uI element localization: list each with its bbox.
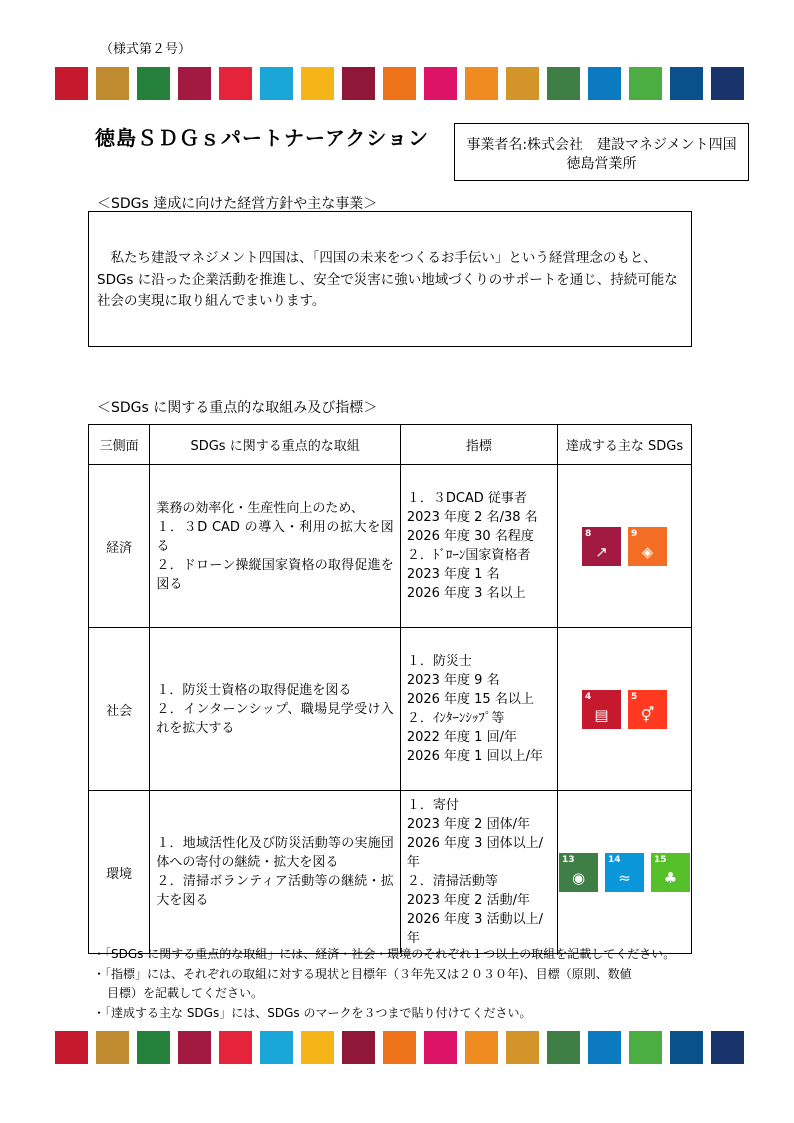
effort-line: ２．ドローン操縦国家資格の取得促進を図る bbox=[156, 557, 394, 592]
notes bbox=[93, 945, 675, 1023]
indicator-line: ２．清掃活動等 bbox=[406, 874, 498, 889]
chart-up-icon: ↗ bbox=[595, 542, 608, 561]
color-square bbox=[547, 1031, 580, 1064]
gender-icon: ⚥ bbox=[640, 705, 655, 724]
indicator-line: １．寄付 bbox=[406, 798, 459, 813]
color-square bbox=[670, 67, 703, 100]
cubes-icon: ◈ bbox=[641, 542, 654, 561]
color-square bbox=[629, 1031, 662, 1064]
indicator-line: 2023 年度 1 名 bbox=[406, 567, 500, 582]
color-square bbox=[588, 67, 621, 100]
color-square bbox=[424, 67, 457, 100]
effort-line: ２．清掃ボランティア活動等の継続・拡大を図る bbox=[156, 874, 394, 908]
indicator-line: １．３DCAD 従事者 bbox=[406, 491, 527, 506]
color-square bbox=[137, 67, 170, 100]
color-square bbox=[383, 67, 416, 100]
indicator-line: 2022 年度 1 回/年 bbox=[406, 730, 517, 745]
color-square bbox=[342, 1031, 375, 1064]
eye-globe-icon: ◉ bbox=[571, 868, 586, 887]
indicator-line: ２．ｲﾝﾀｰﾝｼｯﾌﾟ等 bbox=[406, 711, 505, 726]
effort-cell bbox=[150, 791, 400, 954]
indicator-line: 2026 年度 30 名程度 bbox=[406, 529, 534, 544]
sdg-color-bar-bottom bbox=[55, 1031, 744, 1064]
sdgs-cell bbox=[558, 628, 692, 791]
table-section-label: ＜SDGs に関する重点的な取組み及び指標＞ bbox=[97, 400, 378, 416]
color-square bbox=[506, 1031, 539, 1064]
effort-line: ２．インターンシップ、職場見学受け入れを拡大する bbox=[156, 701, 394, 736]
indicator-line: 2026 年度 3 名以上 bbox=[406, 586, 526, 601]
indicator-line: 2023 年度 2 名/38 名 bbox=[406, 510, 538, 525]
table-header-row bbox=[89, 425, 692, 465]
note-3: ・「達成する主な SDGs」には、SDGs のマークを３つまで貼り付けてください。 bbox=[93, 1005, 532, 1020]
sdg-goal-number: 13 bbox=[562, 854, 575, 865]
color-square bbox=[219, 67, 252, 100]
color-square bbox=[219, 1031, 252, 1064]
header-effort: SDGs に関する重点的な取組 bbox=[150, 425, 400, 465]
color-square bbox=[588, 1031, 621, 1064]
color-square bbox=[55, 1031, 88, 1064]
indicator-line: １．防災士 bbox=[406, 654, 472, 669]
note-2: ・「指標」には、それぞれの取組に対する現状と目標年（３年先又は２０３０年)、目標（原則、数値 bbox=[93, 966, 632, 981]
table-row bbox=[89, 465, 692, 628]
aspect-cell: 環境 bbox=[89, 791, 150, 954]
sdg-goal-15-icon bbox=[651, 853, 690, 892]
indicator-cell bbox=[400, 791, 557, 954]
fish-icon: ≈ bbox=[618, 868, 631, 887]
effort-line: １．地域活性化及び防災活動等の実施団体への寄付の継続・拡大を図る bbox=[156, 836, 394, 870]
sdg-goal-5-icon bbox=[628, 690, 667, 729]
indicator-line: 2023 年度 2 団体/年 bbox=[406, 817, 530, 832]
color-square bbox=[629, 67, 662, 100]
indicator-line: 2023 年度 2 活動/年 bbox=[406, 893, 530, 908]
color-square bbox=[96, 1031, 129, 1064]
page-title: 徳島ＳＤＧｓパートナーアクション bbox=[95, 126, 429, 150]
sdg-goal-number: 9 bbox=[631, 528, 638, 539]
sdg-goal-13-icon bbox=[559, 853, 598, 892]
header-indicator: 指標 bbox=[400, 425, 557, 465]
business-name-box bbox=[454, 123, 749, 181]
sdg-goal-number: 14 bbox=[608, 854, 621, 865]
sdg-goal-number: 8 bbox=[585, 528, 592, 539]
sdgs-cell bbox=[558, 791, 692, 954]
color-square bbox=[137, 1031, 170, 1064]
book-icon: ▤ bbox=[594, 705, 609, 724]
sdg-goal-number: 5 bbox=[631, 691, 638, 702]
effort-cell bbox=[150, 628, 400, 791]
indicator-line: ２．ﾄﾞﾛｰﾝ国家資格者 bbox=[406, 548, 531, 563]
sdg-color-bar-top bbox=[55, 67, 744, 100]
indicator-line: 2026 年度 3 活動以上/年 bbox=[406, 912, 543, 946]
indicator-cell bbox=[400, 465, 557, 628]
effort-cell bbox=[150, 465, 400, 628]
effort-line: １．防災士資格の取得促進を図る bbox=[156, 682, 352, 698]
sdg-goal-number: 4 bbox=[585, 691, 592, 702]
sdg-goal-number: 15 bbox=[654, 854, 667, 865]
indicator-line: 2026 年度 1 回以上/年 bbox=[406, 749, 543, 764]
color-square bbox=[301, 1031, 334, 1064]
header-sdgs: 達成する主な SDGs bbox=[558, 425, 692, 465]
color-square bbox=[711, 1031, 744, 1064]
effort-line: １．３D CAD の導入・利用の拡大を図る bbox=[156, 519, 394, 554]
note-2-cont: 目標）を記載してください。 bbox=[107, 986, 264, 1000]
table-row bbox=[89, 791, 692, 954]
note-1: ・「SDGs に関する重点的な取組」には、経済・社会・環境のそれぞれ１つ以上の取組を記載してください。 bbox=[93, 947, 676, 961]
color-square bbox=[670, 1031, 703, 1064]
color-square bbox=[260, 67, 293, 100]
color-square bbox=[178, 67, 211, 100]
color-square bbox=[506, 67, 539, 100]
tree-icon: ♣ bbox=[663, 868, 678, 887]
color-square bbox=[465, 1031, 498, 1064]
color-square bbox=[465, 67, 498, 100]
indicator-line: 2023 年度 9 名 bbox=[406, 673, 500, 688]
indicator-cell bbox=[400, 628, 557, 791]
header-aspect: 三側面 bbox=[89, 425, 150, 465]
effort-line: 業務の効率化・生産性向上のため、 bbox=[156, 500, 364, 516]
color-square bbox=[383, 1031, 416, 1064]
sdg-goal-14-icon bbox=[605, 853, 644, 892]
sdg-goal-8-icon bbox=[582, 527, 621, 566]
sdgs-actions-table bbox=[88, 424, 692, 954]
sdgs-cell bbox=[558, 465, 692, 628]
policy-section-label: ＜SDGs 達成に向けた経営方針や主な事業＞ bbox=[97, 196, 378, 212]
color-square bbox=[178, 1031, 211, 1064]
indicator-line: 2026 年度 3 団体以上/年 bbox=[406, 836, 543, 870]
color-square bbox=[711, 67, 744, 100]
color-square bbox=[260, 1031, 293, 1064]
color-square bbox=[424, 1031, 457, 1064]
color-square bbox=[55, 67, 88, 100]
sdg-goal-4-icon bbox=[582, 690, 621, 729]
aspect-cell: 経済 bbox=[89, 465, 150, 628]
color-square bbox=[301, 67, 334, 100]
business-name-line2: 徳島営業所 bbox=[566, 156, 637, 172]
policy-text: 私たち建設マネジメント四国は、「四国の未来をつくるお手伝い」という経営理念のもと、SDGs に沿った企業活動を推進し、安全で災害に強い地域づくりのサポートを通じ、持続可能な社会の実現に取り組んでまいります。 bbox=[97, 250, 678, 309]
sdg-goal-9-icon bbox=[628, 527, 667, 566]
indicator-line: 2026 年度 15 名以上 bbox=[406, 692, 534, 707]
color-square bbox=[547, 67, 580, 100]
policy-box bbox=[88, 211, 692, 347]
aspect-cell: 社会 bbox=[89, 628, 150, 791]
color-square bbox=[342, 67, 375, 100]
business-name-line1: 事業者名:株式会社 建設マネジメント四国 bbox=[466, 137, 737, 153]
form-number: （様式第２号） bbox=[100, 42, 192, 57]
color-square bbox=[96, 67, 129, 100]
table-row bbox=[89, 628, 692, 791]
